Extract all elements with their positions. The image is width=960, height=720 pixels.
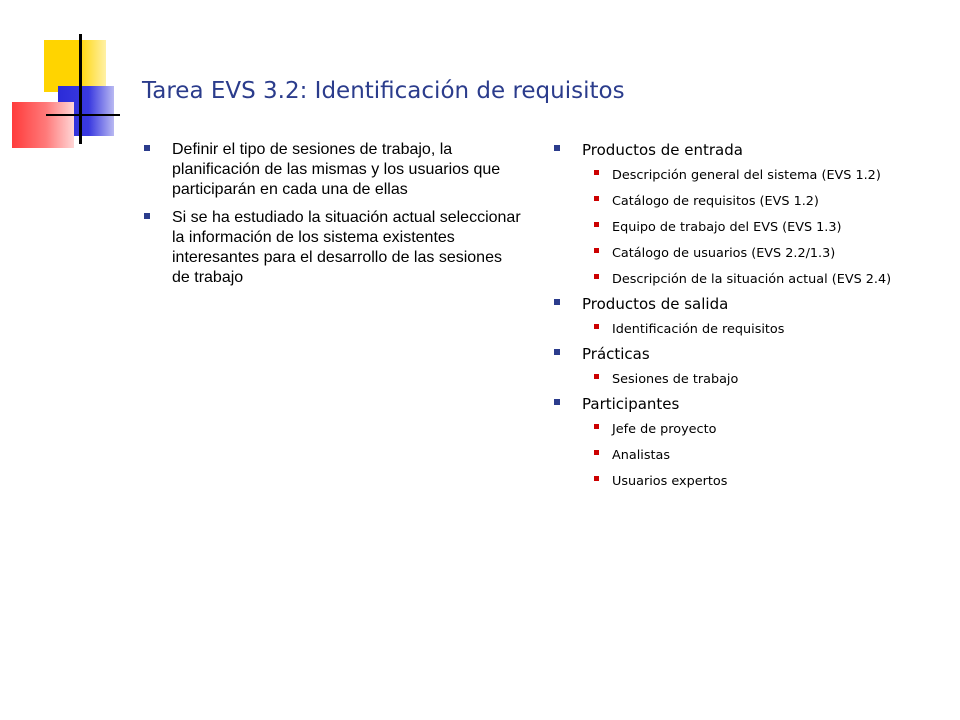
sub-list [582,164,952,288]
list-item [564,368,952,388]
sub-item-text: Jefe de proyecto [612,422,717,437]
group-productos-entrada [552,140,952,288]
right-bullet-list [552,140,952,490]
left-bullet-list [142,140,522,288]
square-bullet-icon [554,349,560,355]
red-square [12,102,74,148]
square-bullet-icon [554,299,560,305]
list-item [564,164,952,184]
red-bullet-icon [594,222,599,227]
red-bullet-icon [594,476,599,481]
list-item [142,140,522,200]
red-bullet-icon [594,424,599,429]
horizontal-line [46,114,120,116]
sub-item-text: Usuarios expertos [612,474,728,489]
sub-item-text: Identificación de requisitos [612,322,785,337]
left-column [142,140,522,296]
right-column [552,140,952,496]
red-bullet-icon [594,248,599,253]
group-heading: Productos de entrada [582,141,743,159]
sub-item-text: Descripción de la situación actual (EVS 2.4) [612,272,892,287]
red-bullet-icon [594,450,599,455]
group-heading: Productos de salida [582,295,729,313]
red-bullet-icon [594,274,599,279]
sub-item-text: Descripción general del sistema (EVS 1.2) [612,168,881,183]
sub-list [582,418,952,490]
list-item [564,318,952,338]
group-practicas [552,344,952,388]
square-bullet-icon [554,399,560,405]
list-item [564,242,952,262]
slide-title: Tarea EVS 3.2: Identificación de requisitos [142,78,625,104]
sub-list [582,318,952,338]
sub-item-text: Sesiones de trabajo [612,372,739,387]
list-item [142,208,522,288]
group-participantes [552,394,952,490]
group-productos-salida [552,294,952,338]
sub-item-text: Equipo de trabajo del EVS (EVS 1.3) [612,220,842,235]
bullet-text: Si se ha estudiado la situación actual seleccionar la información de los sistema existentes interesantes para el desarrollo de las sesiones de trabajo [172,209,521,286]
red-bullet-icon [594,170,599,175]
list-item [564,418,952,438]
vertical-line [79,34,82,144]
group-heading: Participantes [582,395,680,413]
red-bullet-icon [594,374,599,379]
square-bullet-icon [554,145,560,151]
bullet-text: Definir el tipo de sesiones de trabajo, la planificación de las mismas y los usuarios que participarán en cada una de ellas [172,141,501,198]
sub-item-text: Catálogo de usuarios (EVS 2.2/1.3) [612,246,836,261]
square-bullet-icon [144,213,150,219]
list-item [564,216,952,236]
sub-list [582,368,952,388]
list-item [564,268,952,288]
red-bullet-icon [594,196,599,201]
slide-logo-decoration [0,0,140,160]
list-item [564,470,952,490]
square-bullet-icon [144,145,150,151]
sub-item-text: Catálogo de requisitos (EVS 1.2) [612,194,819,209]
sub-item-text: Analistas [612,448,671,463]
group-heading: Prácticas [582,345,650,363]
list-item [564,190,952,210]
list-item [564,444,952,464]
red-bullet-icon [594,324,599,329]
yellow-square [44,40,106,92]
